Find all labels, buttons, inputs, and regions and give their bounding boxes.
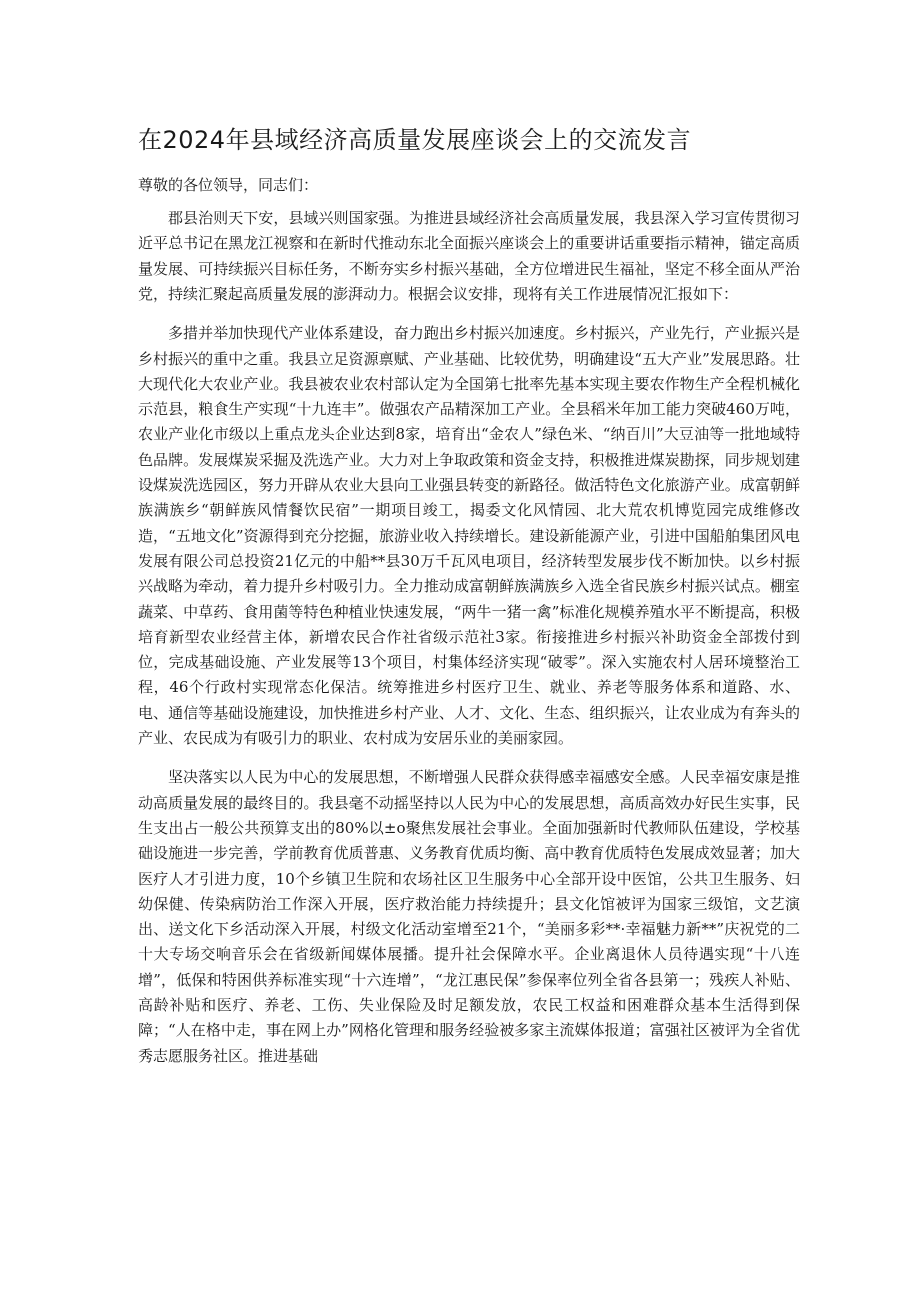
paragraph-livelihood: 坚决落实以人民为中心的发展思想，不断增强人民群众获得感幸福感安全感。人民幸福安康是推动高质量发展的最终目的。我县毫不动摇坚持以人民为中心的发展思想，高质高效办好民生实事，民生支出占一般公共预算支出的80%以±o聚焦发展社会事业。全面加强新时代教师队伍建设，学校基础设施进一步完善，学前教育优质普惠、义务教育优质均衡、高中教育优质特色发展成效显著；加大医疗人才引进力度，10个乡镇卫生院和农场社区卫生服务中心全部开设中医馆，公共卫生服务、妇幼保健、传染病防治工作深入开展，医疗救治能力持续提升；县文化馆被评为国家三级馆，文艺演出、送文化下乡活动深入开展，村级文化活动室增至21个，“美丽多彩**·幸福魅力新**”庆祝党的二十大专场交响音乐会在省级新闻媒体展播。提升社会保障水平。企业离退休人员待遇实现“十八连增”，低保和特困供养标准实现“十六连增”，“龙江惠民保”参保率位列全省各县第一；残疾人补贴、高龄补贴和医疗、养老、工伤、失业保险及时足额发放，农民工权益和困难群众基本生活得到保障；“人在格中走，事在网上办”网格化管理和服务经验被多家主流媒体报道；富强社区被评为全省优秀志愿服务社区。推进基础 <box>138 768 800 1065</box>
document-page <box>138 126 800 1069</box>
paragraph-industry: 多措并举加快现代产业体系建设，奋力跑出乡村振兴加速度。乡村振兴，产业先行，产业振兴是乡村振兴的重中之重。我县立足资源禀赋、产业基础、比较优势，明确建设“五大产业”发展思路。壮大现代化大农业产业。我县被农业农村部认定为全国第七批率先基本实现主要农作物生产全程机械化示范县，粮食生产实现“十九连丰”。做强农产品精深加工产业。全县稻米年加工能力突破460万吨，农业产业化市级以上重点龙头企业达到8家，培育出“金农人”绿色米、“纳百川”大豆油等一批地域特色品牌。发展煤炭采掘及洗选产业。大力对上争取政策和资金支持，积极推进煤炭勘探，同步规划建设煤炭洗选园区，努力开辟从农业大县向工业强县转变的新路径。做活特色文化旅游产业。成富朝鲜族满族乡“朝鲜族风情餐饮民宿”一期项目竣工，揭委文化风情园、北大荒农机博览园完成维修改造，“五地文化”资源得到充分挖掘，旅游业收入持续增长。建设新能源产业，引进中国船舶集团风电发展有限公司总投资21亿元的中船**县30万千瓦风电项目，经济转型发展步伐不断加快。以乡村振兴战略为牵动，着力提升乡村吸引力。全力推动成富朝鲜族满族乡入选全省民族乡村振兴试点。棚室蔬菜、中草药、食用菌等特色种植业快速发展，“两牛一猪一禽”标准化规模养殖水平不断提高，积极培育新型农业经营主体，新增农民合作社省级示范社3家。衔接推进乡村振兴补助资金全部拨付到位，完成基础设施、产业发展等13个项目，村集体经济实现“破零”。深入实施农村人居环境整治工程，46个行政村实现常态化保洁。统筹推进乡村医疗卫生、就业、养老等服务体系和道路、水、电、通信等基础设施建设，加快推进乡村产业、人才、文化、生态、组织振兴，让农业成为有奔头的产业、农民成为有吸引力的职业、农村成为安居乐业的美丽家园。 <box>138 324 800 748</box>
salutation: 尊敬的各位领导，同志们： <box>138 175 319 194</box>
document-title: 在2024年县域经济高质量发展座谈会上的交流发言 <box>138 126 692 154</box>
paragraph-intro: 郡县治则天下安，县域兴则国家强。为推进县域经济社会高质量发展，我县深入学习宣传贯彻习近平总书记在黑龙江视察和在新时代推动东北全面振兴座谈会上的重要讲话重要指示精神，锚定高质量发展、可持续振兴目标任务，不断夯实乡村振兴基础，全方位增进民生福祉，坚定不移全面从严治党，持续汇聚起高质量发展的澎湃动力。根据会议安排，现将有关工作进展情况汇报如下： <box>138 209 800 303</box>
